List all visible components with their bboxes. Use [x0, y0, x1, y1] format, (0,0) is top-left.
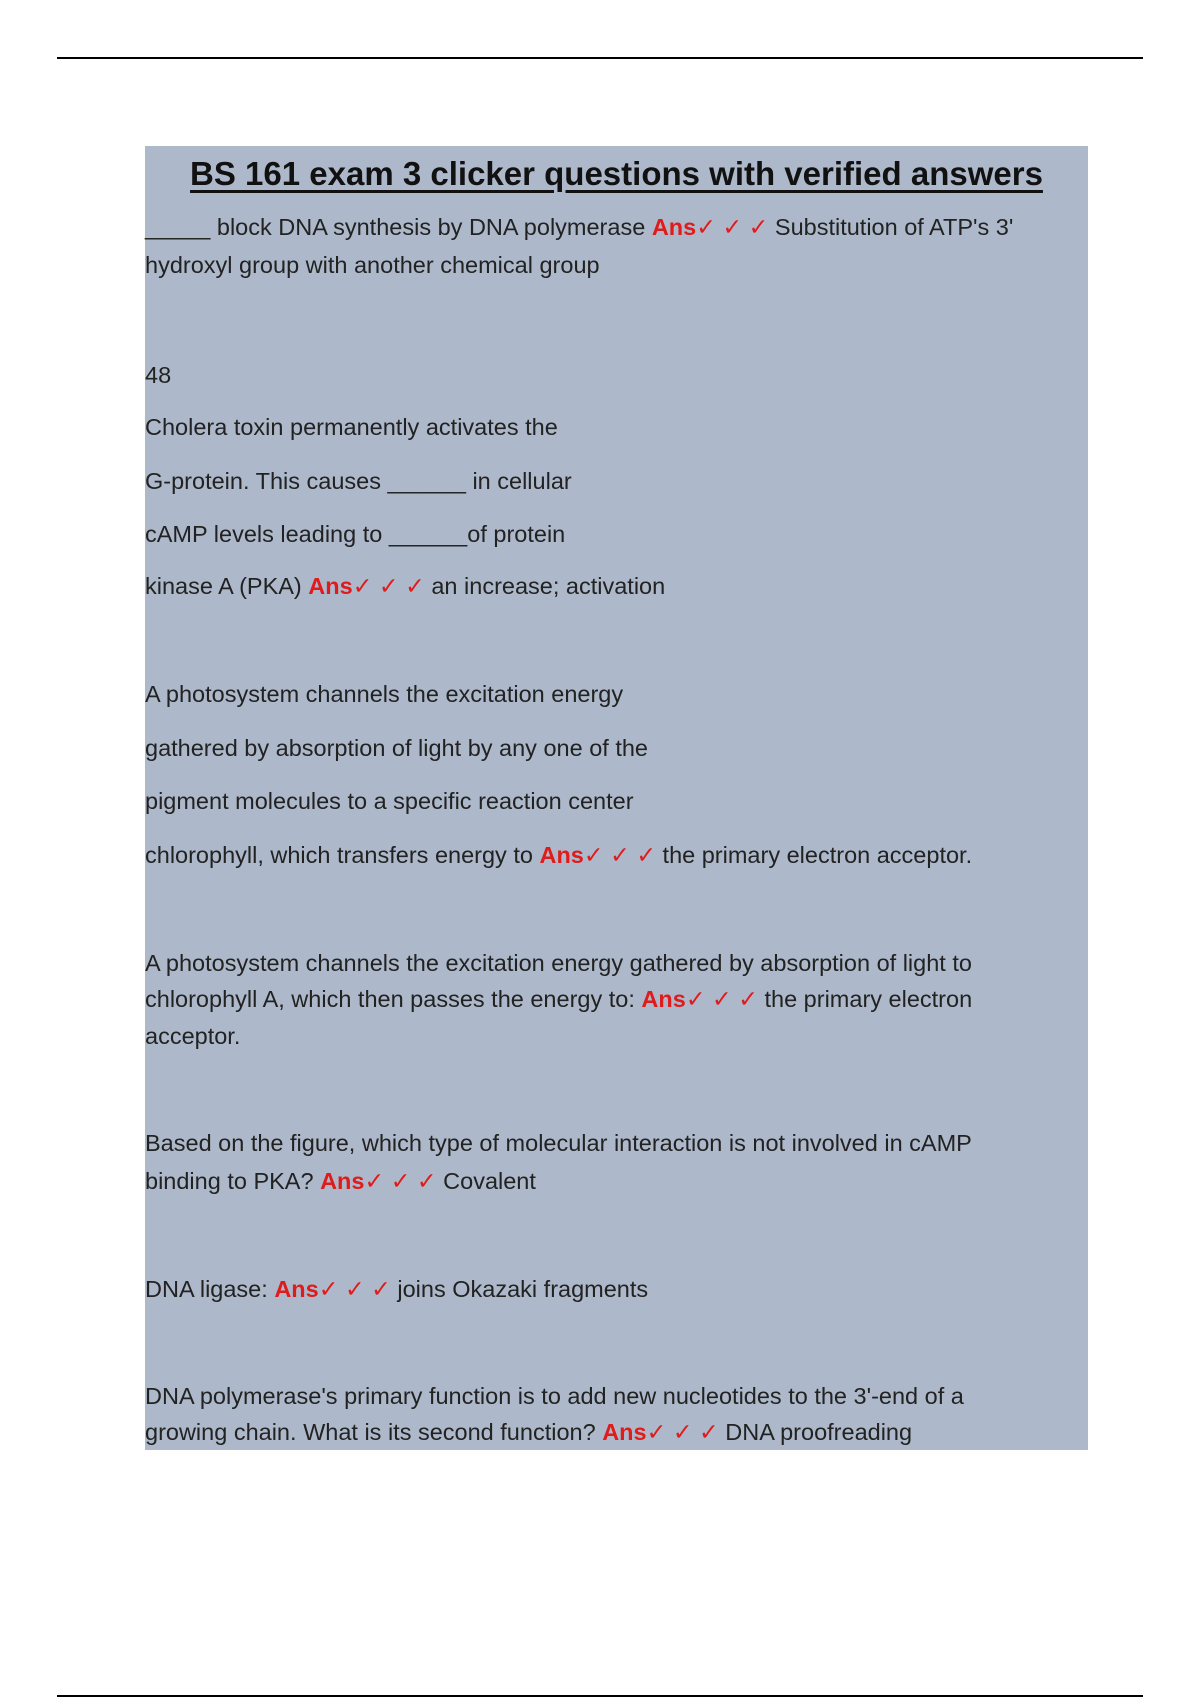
check-mark-icon: ✓ ✓ ✓ — [352, 573, 425, 599]
check-mark-icon: ✓ ✓ ✓ — [685, 986, 758, 1012]
question-line — [145, 412, 558, 442]
header-rule — [57, 57, 1143, 59]
answer-line — [145, 1021, 240, 1051]
question-line — [145, 1166, 536, 1196]
check-mark-icon: ✓ ✓ ✓ — [318, 1276, 391, 1302]
check-mark-icon: ✓ ✓ ✓ — [364, 1168, 437, 1194]
question-line — [145, 571, 665, 601]
question-text: binding to PKA? — [145, 1168, 321, 1194]
question-line — [145, 212, 1013, 242]
answer-text: acceptor. — [145, 1023, 241, 1049]
check-mark-icon: ✓ ✓ ✓ — [646, 1419, 719, 1445]
question-line — [145, 733, 648, 763]
check-mark-icon: ✓ ✓ ✓ — [696, 214, 769, 240]
check-mark-icon: ✓ ✓ ✓ — [583, 842, 657, 868]
answer-text: DNA proofreading — [718, 1419, 913, 1445]
question-text: DNA ligase: — [145, 1276, 275, 1302]
question-text: G-protein. This causes ______ in cellular — [145, 468, 572, 494]
answer-text: Covalent — [436, 1168, 536, 1194]
question-line — [145, 786, 634, 816]
page-title: BS 161 exam 3 clicker questions with verified answers — [190, 155, 1043, 192]
qa-content-block — [145, 146, 1088, 1450]
answer-line — [145, 250, 600, 280]
question-line — [145, 948, 972, 978]
answer-label: Ans — [539, 842, 584, 868]
answer-text: the primary electron acceptor. — [656, 842, 973, 868]
answer-label: Ans — [651, 214, 697, 240]
question-text: _____ block DNA synthesis by DNA polymerase — [145, 214, 652, 240]
footer-rule — [57, 1695, 1143, 1697]
question-text: A photosystem channels the excitation energy gathered by absorption of light to — [145, 950, 972, 976]
question-text: Cholera toxin permanently activates the — [145, 414, 558, 440]
answer-text: joins Okazaki fragments — [390, 1276, 649, 1302]
question-text: cAMP levels leading to ______of protein — [145, 521, 566, 547]
answer-label: Ans — [602, 1419, 647, 1445]
answer-text: an increase; activation — [424, 573, 666, 599]
answer-text: Substitution of ATP's 3' — [768, 214, 1014, 240]
question-number — [145, 360, 171, 390]
question-text: kinase A (PKA) — [145, 573, 309, 599]
answer-label: Ans — [320, 1168, 365, 1194]
question-line — [145, 984, 972, 1014]
question-line — [145, 1128, 972, 1158]
question-number-text: 48 — [145, 362, 172, 388]
answer-text: hydroxyl group with another chemical group — [145, 252, 600, 278]
question-text: gathered by absorption of light by any one of the — [145, 735, 648, 761]
question-text: DNA polymerase's primary function is to add new nucleotides to the 3'-end of a — [145, 1383, 964, 1409]
question-line — [145, 519, 565, 549]
question-text: pigment molecules to a specific reaction center — [145, 788, 634, 814]
answer-label: Ans — [274, 1276, 319, 1302]
question-text: growing chain. What is its second function? — [145, 1419, 603, 1445]
question-line — [145, 840, 972, 870]
question-line — [145, 1417, 912, 1447]
question-line — [145, 679, 623, 709]
answer-label: Ans — [641, 986, 686, 1012]
question-text: chlorophyll A, which then passes the energy to: — [145, 986, 642, 1012]
question-line — [145, 1381, 964, 1411]
question-text: chlorophyll, which transfers energy to — [145, 842, 540, 868]
question-text: A photosystem channels the excitation energy — [145, 681, 624, 707]
answer-label: Ans — [308, 573, 353, 599]
answer-text: the primary electron — [757, 986, 973, 1012]
question-text: Based on the figure, which type of molecular interaction is not involved in cAMP — [145, 1130, 972, 1156]
question-line — [145, 466, 572, 496]
question-line — [145, 1274, 648, 1304]
